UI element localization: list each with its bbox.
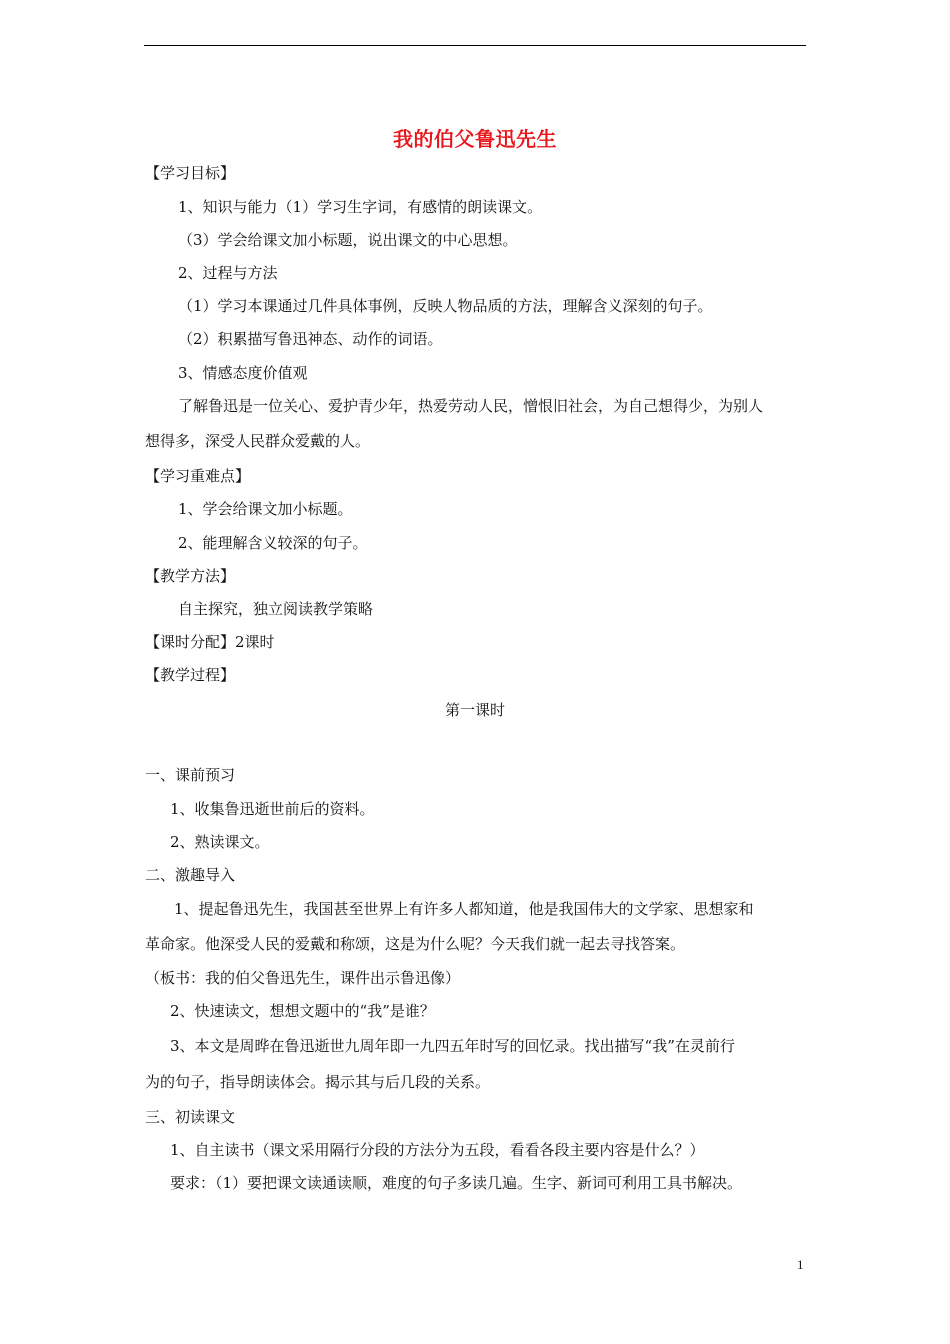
section-heading-objectives: 【学习目标】 [145, 164, 236, 182]
objective-knowledge: 1、知识与能力（1）学习生字词，有感情的朗读课文。 [178, 198, 543, 216]
objective-emotion: 3、情感态度价值观 [178, 364, 308, 382]
step-1-item-2: 2、熟读课文。 [170, 833, 270, 851]
step-1-item-1: 1、收集鲁迅逝世前后的资料。 [170, 800, 375, 818]
step-1-heading: 一、课前预习 [145, 766, 236, 784]
step-2-item-2: 2、快速读文，想想文题中的“我”是谁？ [170, 1002, 435, 1020]
header-rule [144, 45, 806, 46]
keypoint-1: 1、学会给课文加小标题。 [178, 500, 353, 518]
section-heading-keypoints: 【学习重难点】 [145, 467, 251, 485]
objective-process-2: （2）积累描写鲁迅神态、动作的词语。 [178, 330, 443, 348]
document-title: 我的伯父鲁迅先生 [393, 127, 557, 151]
step-3-heading: 三、初读课文 [145, 1108, 236, 1126]
objective-process-1: （1）学习本课通过几件具体事例，反映人物品质的方法，理解含义深刻的句子。 [178, 297, 713, 315]
section-heading-periods: 【课时分配】2课时 [145, 633, 275, 651]
step-2-heading: 二、激趣导入 [145, 866, 236, 884]
step-3-requirement: 要求：（1）要把课文读通读顺，难度的句子多读几遍。生字、新词可利用工具书解决。 [170, 1174, 743, 1192]
methods-text: 自主探究，独立阅读教学策略 [178, 600, 374, 618]
step-2-item-1-line-2: 革命家。他深受人民的爱戴和称颂，这是为什么呢？今天我们就一起去寻找答案。 [145, 935, 686, 953]
objective-process: 2、过程与方法 [178, 264, 278, 282]
keypoint-2: 2、能理解含义较深的句子。 [178, 534, 368, 552]
step-2-item-3-line-2: 为的句子，指导朗读体会。揭示其与后几段的关系。 [145, 1073, 491, 1091]
step-3-item-1: 1、自主读书（课文采用隔行分段的方法分为五段，看看各段主要内容是什么？） [170, 1141, 705, 1159]
objective-emotion-text-2: 想得多，深受人民群众爱戴的人。 [145, 432, 371, 450]
section-heading-process: 【教学过程】 [145, 666, 236, 684]
step-2-item-3-line-1: 3、本文是周晔在鲁迅逝世九周年即一九四五年时写的回忆录。找出描写“我”在灵前行 [170, 1037, 735, 1055]
objective-emotion-text-1: 了解鲁迅是一位关心、爱护青少年，热爱劳动人民，憎恨旧社会，为自己想得少，为别人 [178, 397, 764, 415]
section-heading-methods: 【教学方法】 [145, 567, 236, 585]
step-2-board-note: （板书：我的伯父鲁迅先生，课件出示鲁迅像） [145, 969, 461, 987]
objective-knowledge-3: （3）学会给课文加小标题，说出课文的中心思想。 [178, 231, 518, 249]
page-number: 1 [797, 1257, 804, 1272]
step-2-item-1-line-1: 1、提起鲁迅先生，我国甚至世界上有许多人都知道，他是我国伟大的文学家、思想家和 [174, 900, 754, 918]
lesson-heading: 第一课时 [444, 701, 505, 719]
